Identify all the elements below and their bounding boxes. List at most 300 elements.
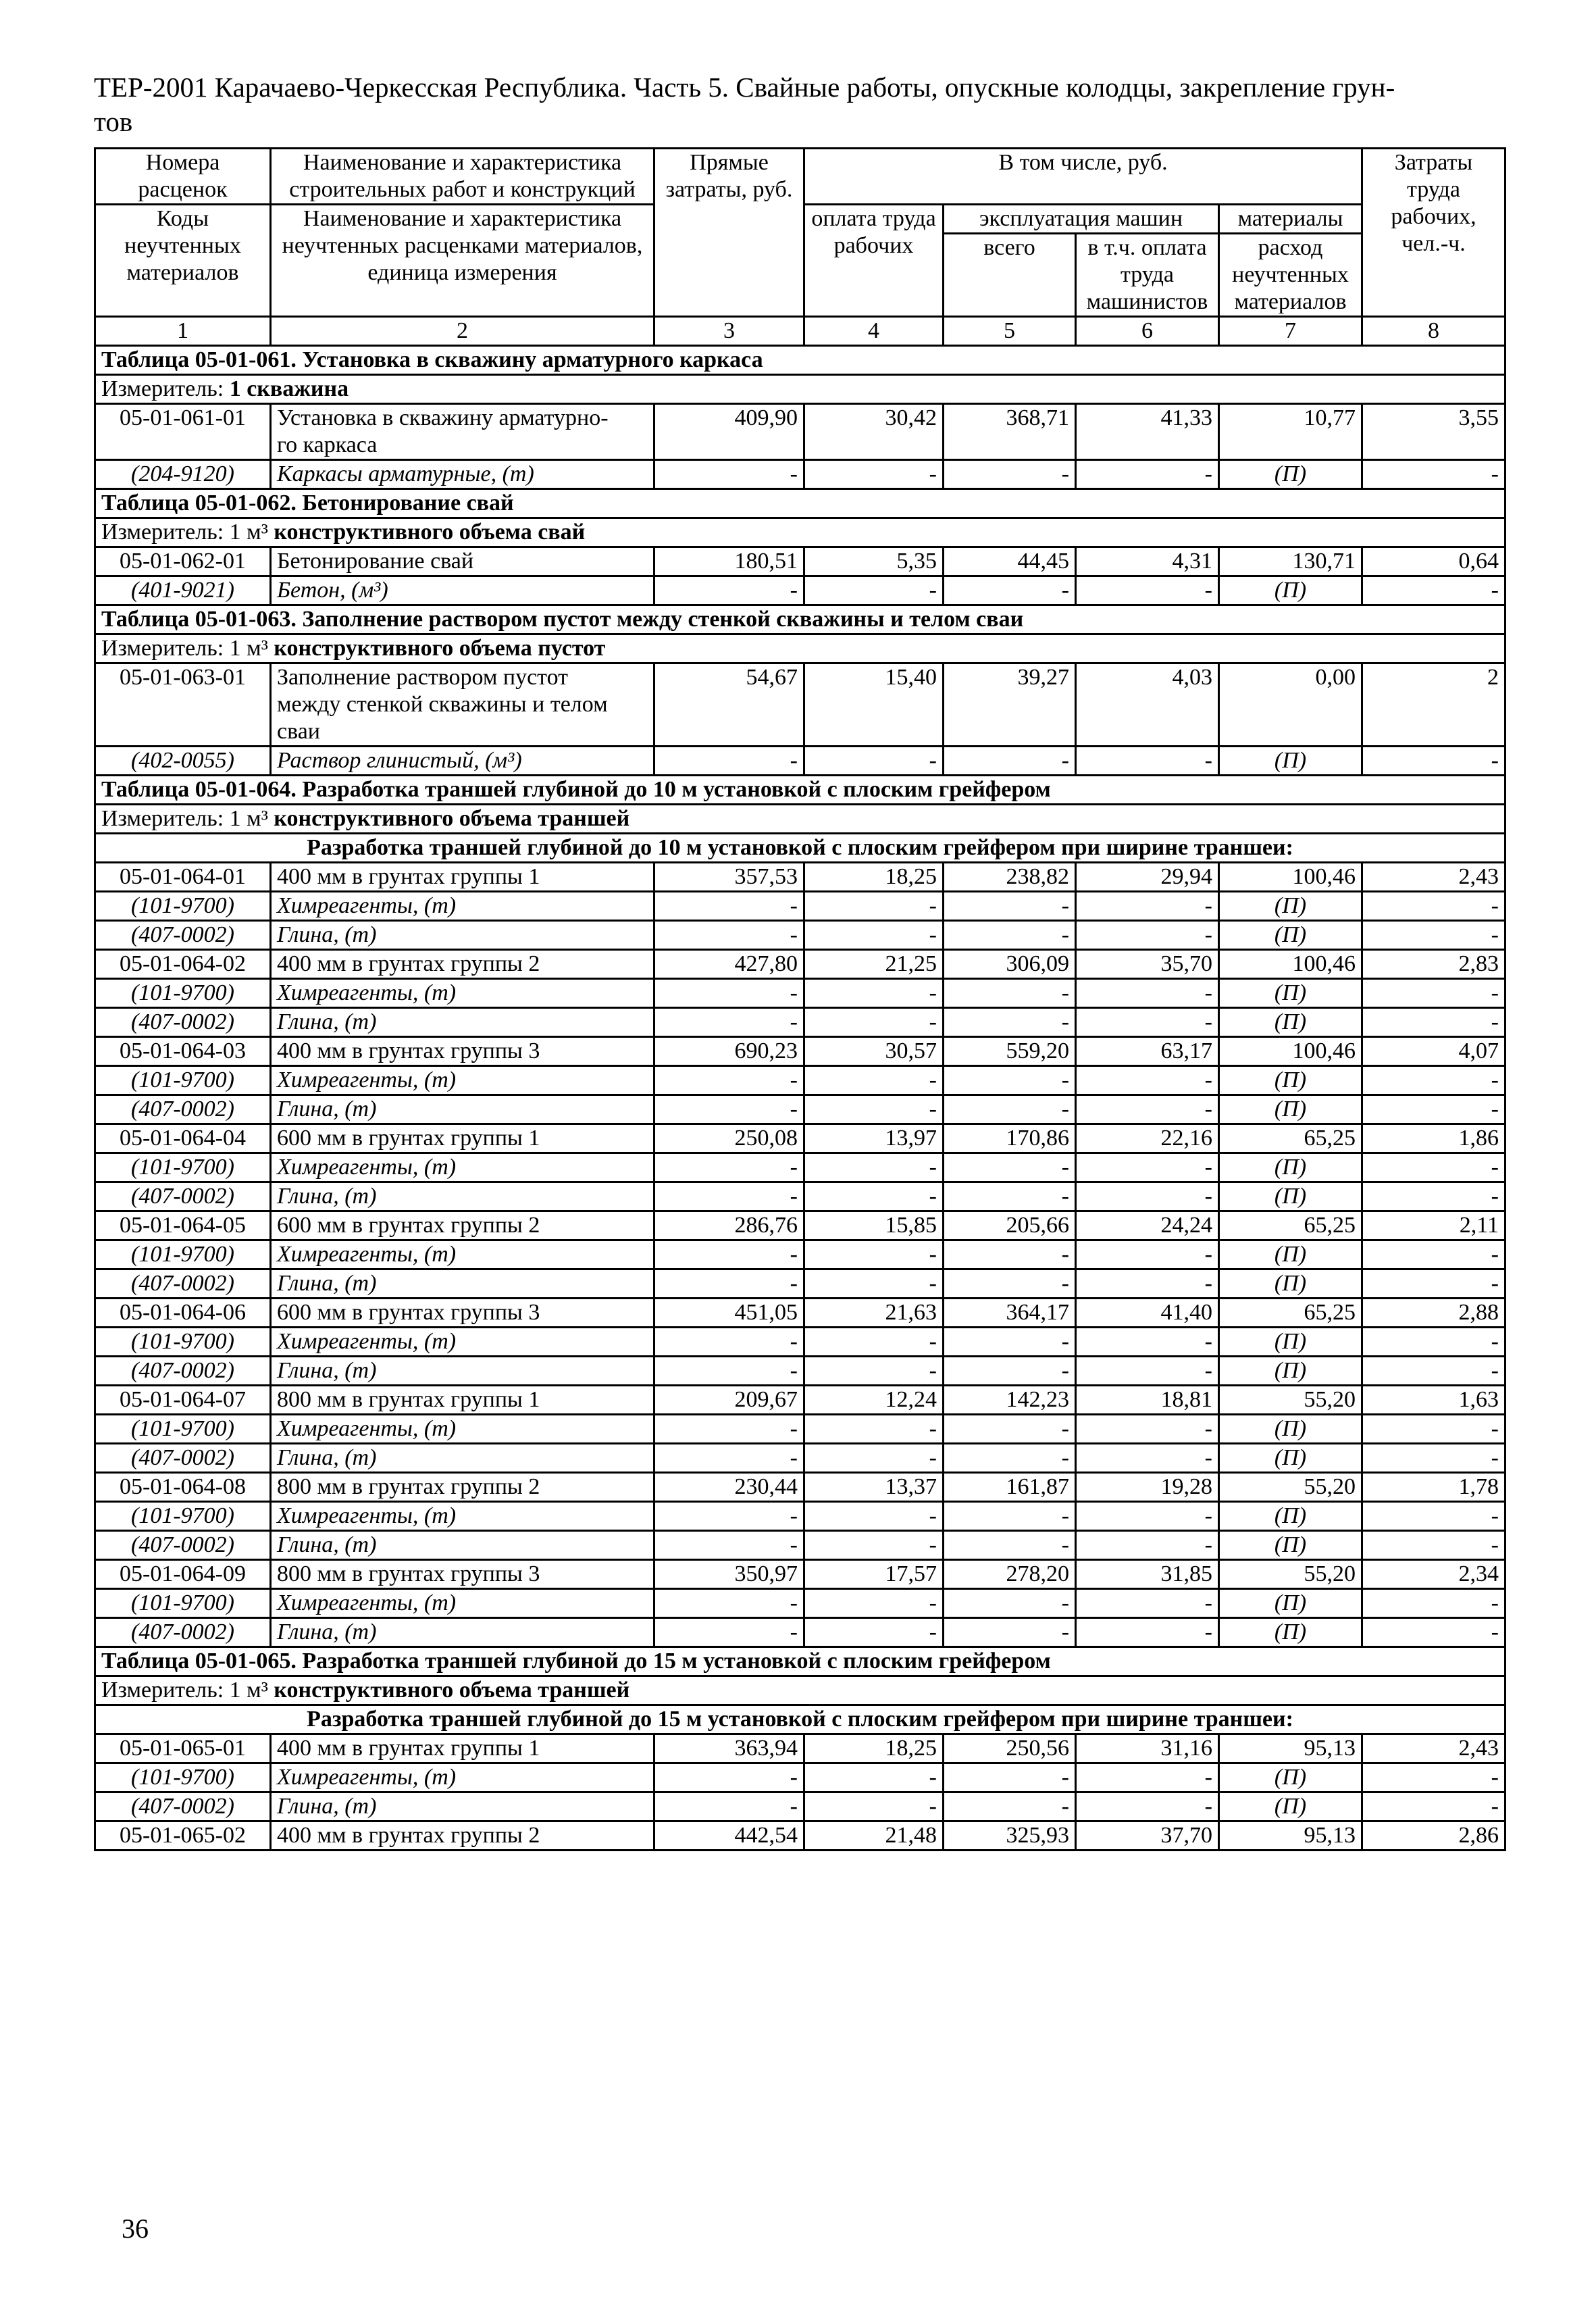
labor-hours-cell: - bbox=[1362, 1531, 1505, 1560]
materials-value-cell: 100,46 bbox=[1219, 1037, 1362, 1066]
direct-costs-cell: - bbox=[654, 1240, 804, 1269]
materials-value-cell: 10,77 bbox=[1219, 404, 1362, 460]
machine-total-cell: - bbox=[944, 576, 1076, 605]
direct-costs-cell: 442,54 bbox=[654, 1821, 804, 1851]
material-row bbox=[95, 1240, 1505, 1269]
operator-wages-cell: - bbox=[1076, 1763, 1219, 1792]
rate-code: 05-01-064-07 bbox=[95, 1386, 271, 1415]
rate-code: 05-01-064-02 bbox=[95, 950, 271, 979]
labor-hours-cell: - bbox=[1362, 460, 1505, 489]
materials-value-cell: (П) bbox=[1219, 1066, 1362, 1095]
header-material-consumption: расход неучтенных материалов bbox=[1219, 234, 1362, 317]
operator-wages-cell: - bbox=[1076, 1182, 1219, 1211]
rate-name: 600 мм в грунтах группы 3 bbox=[271, 1299, 654, 1328]
machine-total-cell: - bbox=[944, 1618, 1076, 1647]
rate-name: 400 мм в грунтах группы 3 bbox=[271, 1037, 654, 1066]
meter-value: конструктивного объема свай bbox=[274, 520, 586, 545]
rate-code: 05-01-065-02 bbox=[95, 1821, 271, 1851]
materials-value-cell: (П) bbox=[1219, 1182, 1362, 1211]
worker-wages-cell: - bbox=[804, 1415, 944, 1444]
worker-wages-cell: 18,25 bbox=[804, 1734, 944, 1763]
header-material-codes: Коды неучтенных материалов bbox=[95, 205, 271, 317]
section-meter bbox=[95, 375, 1505, 404]
materials-value-cell: 55,20 bbox=[1219, 1560, 1362, 1589]
labor-hours-cell: 1,86 bbox=[1362, 1124, 1505, 1153]
section-title-row bbox=[95, 776, 1505, 805]
direct-costs-cell: 180,51 bbox=[654, 547, 804, 576]
section-subheader: Разработка траншей глубиной до 15 м установкой с плоским грейфером при ширине траншеи: bbox=[95, 1705, 1505, 1734]
direct-costs-cell: 357,53 bbox=[654, 863, 804, 892]
operator-wages-cell: 19,28 bbox=[1076, 1473, 1219, 1502]
worker-wages-cell: 12,24 bbox=[804, 1386, 944, 1415]
labor-hours-cell: 2,86 bbox=[1362, 1821, 1505, 1851]
operator-wages-cell: 37,70 bbox=[1076, 1821, 1219, 1851]
materials-value-cell: 100,46 bbox=[1219, 863, 1362, 892]
machine-total-cell: - bbox=[944, 979, 1076, 1008]
material-name: Глина, (т) bbox=[271, 921, 654, 950]
rate-name: 800 мм в грунтах группы 1 bbox=[271, 1386, 654, 1415]
direct-costs-cell: - bbox=[654, 1763, 804, 1792]
direct-costs-cell: 54,67 bbox=[654, 663, 804, 747]
labor-hours-cell: 2,11 bbox=[1362, 1211, 1505, 1240]
labor-hours-cell: - bbox=[1362, 1066, 1505, 1095]
direct-costs-cell: 690,23 bbox=[654, 1037, 804, 1066]
material-code: (101-9700) bbox=[95, 1502, 271, 1531]
labor-hours-cell: - bbox=[1362, 1269, 1505, 1299]
materials-value-cell: (П) bbox=[1219, 1763, 1362, 1792]
materials-value-cell: 65,25 bbox=[1219, 1124, 1362, 1153]
material-name: Химреагенты, (т) bbox=[271, 1066, 654, 1095]
col-num: 2 bbox=[271, 317, 654, 346]
direct-costs-cell: 230,44 bbox=[654, 1473, 804, 1502]
machine-total-cell: 364,17 bbox=[944, 1299, 1076, 1328]
section-title: Таблица 05-01-065. Разработка траншей глубиной до 15 м установкой с плоским грейфером bbox=[95, 1647, 1505, 1676]
material-name: Химреагенты, (т) bbox=[271, 1502, 654, 1531]
rate-code: 05-01-061-01 bbox=[95, 404, 271, 460]
material-row bbox=[95, 1589, 1505, 1618]
material-row bbox=[95, 1415, 1505, 1444]
rate-code: 05-01-064-04 bbox=[95, 1124, 271, 1153]
page-number: 36 bbox=[122, 2213, 149, 2244]
meter-label: Измеритель: 1 м³ bbox=[101, 1678, 268, 1703]
machine-total-cell: - bbox=[944, 1328, 1076, 1357]
material-row bbox=[95, 979, 1505, 1008]
header-machines: эксплуатация машин bbox=[944, 205, 1219, 234]
labor-hours-cell: - bbox=[1362, 1240, 1505, 1269]
rate-code: 05-01-064-01 bbox=[95, 863, 271, 892]
operator-wages-cell: - bbox=[1076, 979, 1219, 1008]
material-code: (402-0055) bbox=[95, 747, 271, 776]
section-title: Таблица 05-01-063. Заполнение раствором пустот между стенкой скважины и телом сваи bbox=[95, 605, 1505, 634]
meter-label: Измеритель: 1 м³ bbox=[101, 520, 268, 545]
worker-wages-cell: - bbox=[804, 1240, 944, 1269]
material-name: Глина, (т) bbox=[271, 1095, 654, 1124]
material-code: (101-9700) bbox=[95, 1328, 271, 1357]
worker-wages-cell: - bbox=[804, 1763, 944, 1792]
worker-wages-cell: 15,85 bbox=[804, 1211, 944, 1240]
direct-costs-cell: - bbox=[654, 747, 804, 776]
machine-total-cell: - bbox=[944, 460, 1076, 489]
rate-row bbox=[95, 1473, 1505, 1502]
rate-code: 05-01-064-09 bbox=[95, 1560, 271, 1589]
rate-row bbox=[95, 1299, 1505, 1328]
labor-hours-cell: - bbox=[1362, 1444, 1505, 1473]
direct-costs-cell: 286,76 bbox=[654, 1211, 804, 1240]
materials-value-cell: (П) bbox=[1219, 1240, 1362, 1269]
machine-total-cell: 306,09 bbox=[944, 950, 1076, 979]
section-title: Таблица 05-01-064. Разработка траншей глубиной до 10 м установкой с плоским грейфером bbox=[95, 776, 1505, 805]
section-title-row bbox=[95, 489, 1505, 518]
worker-wages-cell: - bbox=[804, 1531, 944, 1560]
direct-costs-cell: - bbox=[654, 460, 804, 489]
rate-row bbox=[95, 863, 1505, 892]
operator-wages-cell: - bbox=[1076, 1153, 1219, 1182]
rate-code: 05-01-064-06 bbox=[95, 1299, 271, 1328]
material-name: Глина, (т) bbox=[271, 1008, 654, 1037]
worker-wages-cell: 13,97 bbox=[804, 1124, 944, 1153]
machine-total-cell: - bbox=[944, 1269, 1076, 1299]
labor-hours-cell: - bbox=[1362, 921, 1505, 950]
material-row bbox=[95, 1444, 1505, 1473]
material-code: (407-0002) bbox=[95, 1618, 271, 1647]
machine-total-cell: 368,71 bbox=[944, 404, 1076, 460]
rates-table bbox=[94, 147, 1506, 1851]
materials-value-cell: (П) bbox=[1219, 1269, 1362, 1299]
page-header: ТЕР-2001 Карачаево-Черкесская Республика. Часть 5. Свайные работы, опускные колодцы, закрепление грун- тов bbox=[94, 72, 1395, 137]
material-row bbox=[95, 1618, 1505, 1647]
labor-hours-cell: - bbox=[1362, 979, 1505, 1008]
operator-wages-cell: - bbox=[1076, 460, 1219, 489]
direct-costs-cell: - bbox=[654, 1618, 804, 1647]
worker-wages-cell: - bbox=[804, 1066, 944, 1095]
material-row bbox=[95, 576, 1505, 605]
rate-name: 400 мм в грунтах группы 2 bbox=[271, 1821, 654, 1851]
machine-total-cell: 39,27 bbox=[944, 663, 1076, 747]
header-direct-costs: Прямые затраты, руб. bbox=[654, 149, 804, 317]
rate-name: Установка в скважину арматурно- го каркаса bbox=[271, 404, 654, 460]
meter-value: конструктивного объема пустот bbox=[274, 636, 606, 661]
materials-value-cell: (П) bbox=[1219, 1444, 1362, 1473]
meter-label: Измеритель: 1 м³ bbox=[101, 636, 268, 661]
material-code: (407-0002) bbox=[95, 1182, 271, 1211]
section-meter-row bbox=[95, 1676, 1505, 1705]
header-including: В том числе, руб. bbox=[804, 149, 1362, 205]
material-name: Химреагенты, (т) bbox=[271, 1240, 654, 1269]
material-row bbox=[95, 1182, 1505, 1211]
material-name: Химреагенты, (т) bbox=[271, 1153, 654, 1182]
machine-total-cell: 278,20 bbox=[944, 1560, 1076, 1589]
direct-costs-cell: 409,90 bbox=[654, 404, 804, 460]
direct-costs-cell: - bbox=[654, 576, 804, 605]
labor-hours-cell: - bbox=[1362, 747, 1505, 776]
material-code: (204-9120) bbox=[95, 460, 271, 489]
labor-hours-cell: 2,43 bbox=[1362, 1734, 1505, 1763]
materials-value-cell: (П) bbox=[1219, 892, 1362, 921]
direct-costs-cell: 209,67 bbox=[654, 1386, 804, 1415]
col-num: 7 bbox=[1219, 317, 1362, 346]
worker-wages-cell: 13,37 bbox=[804, 1473, 944, 1502]
meter-value: 1 скважина bbox=[229, 376, 349, 401]
direct-costs-cell: - bbox=[654, 1182, 804, 1211]
worker-wages-cell: - bbox=[804, 1008, 944, 1037]
rate-code: 05-01-062-01 bbox=[95, 547, 271, 576]
machine-total-cell: - bbox=[944, 1240, 1076, 1269]
material-row bbox=[95, 921, 1505, 950]
material-name: Химреагенты, (т) bbox=[271, 1763, 654, 1792]
materials-value-cell: (П) bbox=[1219, 1357, 1362, 1386]
section-meter-row bbox=[95, 805, 1505, 834]
machine-total-cell: 238,82 bbox=[944, 863, 1076, 892]
meter-value: конструктивного объема траншей bbox=[274, 1678, 630, 1703]
header-labor-costs: Затраты труда рабочих, чел.-ч. bbox=[1362, 149, 1505, 317]
worker-wages-cell: - bbox=[804, 1792, 944, 1821]
rate-row bbox=[95, 1734, 1505, 1763]
machine-total-cell: - bbox=[944, 1531, 1076, 1560]
operator-wages-cell: 4,03 bbox=[1076, 663, 1219, 747]
material-name: Глина, (т) bbox=[271, 1618, 654, 1647]
labor-hours-cell: - bbox=[1362, 1357, 1505, 1386]
section-title-row bbox=[95, 346, 1505, 375]
direct-costs-cell: - bbox=[654, 1269, 804, 1299]
materials-value-cell: (П) bbox=[1219, 1792, 1362, 1821]
material-code: (101-9700) bbox=[95, 1066, 271, 1095]
operator-wages-cell: 41,40 bbox=[1076, 1299, 1219, 1328]
material-code: (101-9700) bbox=[95, 892, 271, 921]
meter-label: Измеритель: bbox=[101, 376, 224, 401]
rate-row bbox=[95, 1386, 1505, 1415]
rate-row bbox=[95, 950, 1505, 979]
worker-wages-cell: 30,57 bbox=[804, 1037, 944, 1066]
labor-hours-cell: - bbox=[1362, 1415, 1505, 1444]
direct-costs-cell: - bbox=[654, 1589, 804, 1618]
section-title: Таблица 05-01-062. Бетонирование свай bbox=[95, 489, 1505, 518]
material-code: (407-0002) bbox=[95, 1444, 271, 1473]
header-wages: оплата труда рабочих bbox=[804, 205, 944, 317]
worker-wages-cell: 18,25 bbox=[804, 863, 944, 892]
column-numbers-row bbox=[95, 317, 1505, 346]
material-name: Каркасы арматурные, (т) bbox=[271, 460, 654, 489]
labor-hours-cell: - bbox=[1362, 1153, 1505, 1182]
labor-hours-cell: - bbox=[1362, 1763, 1505, 1792]
materials-value-cell: 130,71 bbox=[1219, 547, 1362, 576]
labor-hours-cell: - bbox=[1362, 1502, 1505, 1531]
material-row bbox=[95, 1502, 1505, 1531]
machine-total-cell: 250,56 bbox=[944, 1734, 1076, 1763]
worker-wages-cell: - bbox=[804, 460, 944, 489]
header-work-name: Наименование и характеристика строительных работ и конструкций bbox=[271, 149, 654, 205]
rate-row bbox=[95, 1124, 1505, 1153]
worker-wages-cell: 30,42 bbox=[804, 404, 944, 460]
material-code: (101-9700) bbox=[95, 1153, 271, 1182]
worker-wages-cell: 17,57 bbox=[804, 1560, 944, 1589]
materials-value-cell: (П) bbox=[1219, 1328, 1362, 1357]
materials-value-cell: (П) bbox=[1219, 1415, 1362, 1444]
labor-hours-cell: 2,88 bbox=[1362, 1299, 1505, 1328]
section-meter-row bbox=[95, 518, 1505, 547]
material-code: (407-0002) bbox=[95, 1269, 271, 1299]
material-code: (401-9021) bbox=[95, 576, 271, 605]
machine-total-cell: - bbox=[944, 1357, 1076, 1386]
material-name: Глина, (т) bbox=[271, 1182, 654, 1211]
direct-costs-cell: 451,05 bbox=[654, 1299, 804, 1328]
operator-wages-cell: - bbox=[1076, 1095, 1219, 1124]
materials-value-cell: (П) bbox=[1219, 1589, 1362, 1618]
machine-total-cell: - bbox=[944, 892, 1076, 921]
direct-costs-cell: 350,97 bbox=[654, 1560, 804, 1589]
material-name: Химреагенты, (т) bbox=[271, 1328, 654, 1357]
direct-costs-cell: - bbox=[654, 1008, 804, 1037]
direct-costs-cell: - bbox=[654, 1357, 804, 1386]
operator-wages-cell: - bbox=[1076, 1618, 1219, 1647]
labor-hours-cell: 2 bbox=[1362, 663, 1505, 747]
material-name: Химреагенты, (т) bbox=[271, 979, 654, 1008]
header-rate-numbers: Номера расценок bbox=[95, 149, 271, 205]
machine-total-cell: 142,23 bbox=[944, 1386, 1076, 1415]
materials-value-cell: (П) bbox=[1219, 1502, 1362, 1531]
worker-wages-cell: - bbox=[804, 1269, 944, 1299]
labor-hours-cell: 2,34 bbox=[1362, 1560, 1505, 1589]
material-name: Глина, (т) bbox=[271, 1531, 654, 1560]
labor-hours-cell: - bbox=[1362, 1328, 1505, 1357]
material-code: (101-9700) bbox=[95, 1763, 271, 1792]
material-row bbox=[95, 1095, 1505, 1124]
labor-hours-cell: 3,55 bbox=[1362, 404, 1505, 460]
direct-costs-cell: - bbox=[654, 1792, 804, 1821]
machine-total-cell: - bbox=[944, 921, 1076, 950]
operator-wages-cell: 31,85 bbox=[1076, 1560, 1219, 1589]
material-code: (101-9700) bbox=[95, 1589, 271, 1618]
material-row bbox=[95, 1066, 1505, 1095]
labor-hours-cell: 0,64 bbox=[1362, 547, 1505, 576]
materials-value-cell: (П) bbox=[1219, 921, 1362, 950]
rate-name: 600 мм в грунтах группы 2 bbox=[271, 1211, 654, 1240]
machine-total-cell: 170,86 bbox=[944, 1124, 1076, 1153]
machine-total-cell: - bbox=[944, 1502, 1076, 1531]
machine-total-cell: - bbox=[944, 1095, 1076, 1124]
material-row bbox=[95, 1763, 1505, 1792]
material-row bbox=[95, 892, 1505, 921]
operator-wages-cell: 31,16 bbox=[1076, 1734, 1219, 1763]
rate-name: Бетонирование свай bbox=[271, 547, 654, 576]
material-name: Глина, (т) bbox=[271, 1444, 654, 1473]
materials-value-cell: 95,13 bbox=[1219, 1821, 1362, 1851]
direct-costs-cell: - bbox=[654, 1328, 804, 1357]
direct-costs-cell: - bbox=[654, 892, 804, 921]
operator-wages-cell: 4,31 bbox=[1076, 547, 1219, 576]
labor-hours-cell: - bbox=[1362, 1589, 1505, 1618]
operator-wages-cell: 18,81 bbox=[1076, 1386, 1219, 1415]
rate-code: 05-01-065-01 bbox=[95, 1734, 271, 1763]
direct-costs-cell: - bbox=[654, 1502, 804, 1531]
materials-value-cell: 55,20 bbox=[1219, 1386, 1362, 1415]
operator-wages-cell: - bbox=[1076, 1066, 1219, 1095]
labor-hours-cell: - bbox=[1362, 1095, 1505, 1124]
labor-hours-cell: 2,83 bbox=[1362, 950, 1505, 979]
direct-costs-cell: - bbox=[654, 1444, 804, 1473]
section-subheader-row bbox=[95, 1705, 1505, 1734]
machine-total-cell: 325,93 bbox=[944, 1821, 1076, 1851]
labor-hours-cell: 1,78 bbox=[1362, 1473, 1505, 1502]
materials-value-cell: (П) bbox=[1219, 1531, 1362, 1560]
materials-value-cell: (П) bbox=[1219, 1095, 1362, 1124]
material-row bbox=[95, 1357, 1505, 1386]
rate-row bbox=[95, 663, 1505, 747]
materials-value-cell: (П) bbox=[1219, 747, 1362, 776]
material-code: (101-9700) bbox=[95, 1240, 271, 1269]
section-title: Таблица 05-01-061. Установка в скважину арматурного каркаса bbox=[95, 346, 1505, 375]
direct-costs-cell: 427,80 bbox=[654, 950, 804, 979]
operator-wages-cell: 22,16 bbox=[1076, 1124, 1219, 1153]
direct-costs-cell: - bbox=[654, 1066, 804, 1095]
col-num: 8 bbox=[1362, 317, 1505, 346]
rate-row bbox=[95, 547, 1505, 576]
worker-wages-cell: - bbox=[804, 1153, 944, 1182]
section-meter bbox=[95, 805, 1505, 834]
header-operator-wages: в т.ч. оплата труда машинистов bbox=[1076, 234, 1219, 317]
material-code: (407-0002) bbox=[95, 1357, 271, 1386]
material-row bbox=[95, 1531, 1505, 1560]
material-name: Химреагенты, (т) bbox=[271, 1589, 654, 1618]
material-row bbox=[95, 1328, 1505, 1357]
rate-name: 400 мм в грунтах группы 1 bbox=[271, 1734, 654, 1763]
meter-label: Измеритель: 1 м³ bbox=[101, 806, 268, 831]
material-code: (101-9700) bbox=[95, 979, 271, 1008]
worker-wages-cell: - bbox=[804, 1589, 944, 1618]
labor-hours-cell: - bbox=[1362, 1008, 1505, 1037]
materials-value-cell: (П) bbox=[1219, 1153, 1362, 1182]
rate-code: 05-01-064-05 bbox=[95, 1211, 271, 1240]
worker-wages-cell: 21,63 bbox=[804, 1299, 944, 1328]
meter-value: конструктивного объема траншей bbox=[274, 806, 630, 831]
operator-wages-cell: - bbox=[1076, 1328, 1219, 1357]
worker-wages-cell: - bbox=[804, 1618, 944, 1647]
rate-name: 800 мм в грунтах группы 2 bbox=[271, 1473, 654, 1502]
machine-total-cell: - bbox=[944, 1153, 1076, 1182]
rate-name: 800 мм в грунтах группы 3 bbox=[271, 1560, 654, 1589]
rate-row bbox=[95, 1211, 1505, 1240]
col-num: 4 bbox=[804, 317, 944, 346]
material-name: Бетон, (м³) bbox=[271, 576, 654, 605]
labor-hours-cell: 2,43 bbox=[1362, 863, 1505, 892]
materials-value-cell: 55,20 bbox=[1219, 1473, 1362, 1502]
material-name: Химреагенты, (т) bbox=[271, 1415, 654, 1444]
worker-wages-cell: - bbox=[804, 576, 944, 605]
machine-total-cell: - bbox=[944, 1444, 1076, 1473]
col-num: 5 bbox=[944, 317, 1076, 346]
operator-wages-cell: - bbox=[1076, 921, 1219, 950]
machine-total-cell: - bbox=[944, 1182, 1076, 1211]
direct-costs-cell: - bbox=[654, 1153, 804, 1182]
materials-value-cell: 100,46 bbox=[1219, 950, 1362, 979]
direct-costs-cell: - bbox=[654, 1531, 804, 1560]
section-subheader: Разработка траншей глубиной до 10 м установкой с плоским грейфером при ширине траншеи: bbox=[95, 834, 1505, 863]
rate-row bbox=[95, 1560, 1505, 1589]
material-row bbox=[95, 1153, 1505, 1182]
operator-wages-cell: - bbox=[1076, 1008, 1219, 1037]
operator-wages-cell: - bbox=[1076, 1415, 1219, 1444]
rate-name: 600 мм в грунтах группы 1 bbox=[271, 1124, 654, 1153]
worker-wages-cell: 21,48 bbox=[804, 1821, 944, 1851]
rate-code: 05-01-064-03 bbox=[95, 1037, 271, 1066]
machine-total-cell: - bbox=[944, 1066, 1076, 1095]
rate-name: Заполнение раствором пустот между стенкой скважины и телом сваи bbox=[271, 663, 654, 747]
labor-hours-cell: - bbox=[1362, 1182, 1505, 1211]
direct-costs-cell: - bbox=[654, 1415, 804, 1444]
worker-wages-cell: - bbox=[804, 892, 944, 921]
machine-total-cell: - bbox=[944, 1589, 1076, 1618]
material-name: Глина, (т) bbox=[271, 1792, 654, 1821]
material-row bbox=[95, 1008, 1505, 1037]
